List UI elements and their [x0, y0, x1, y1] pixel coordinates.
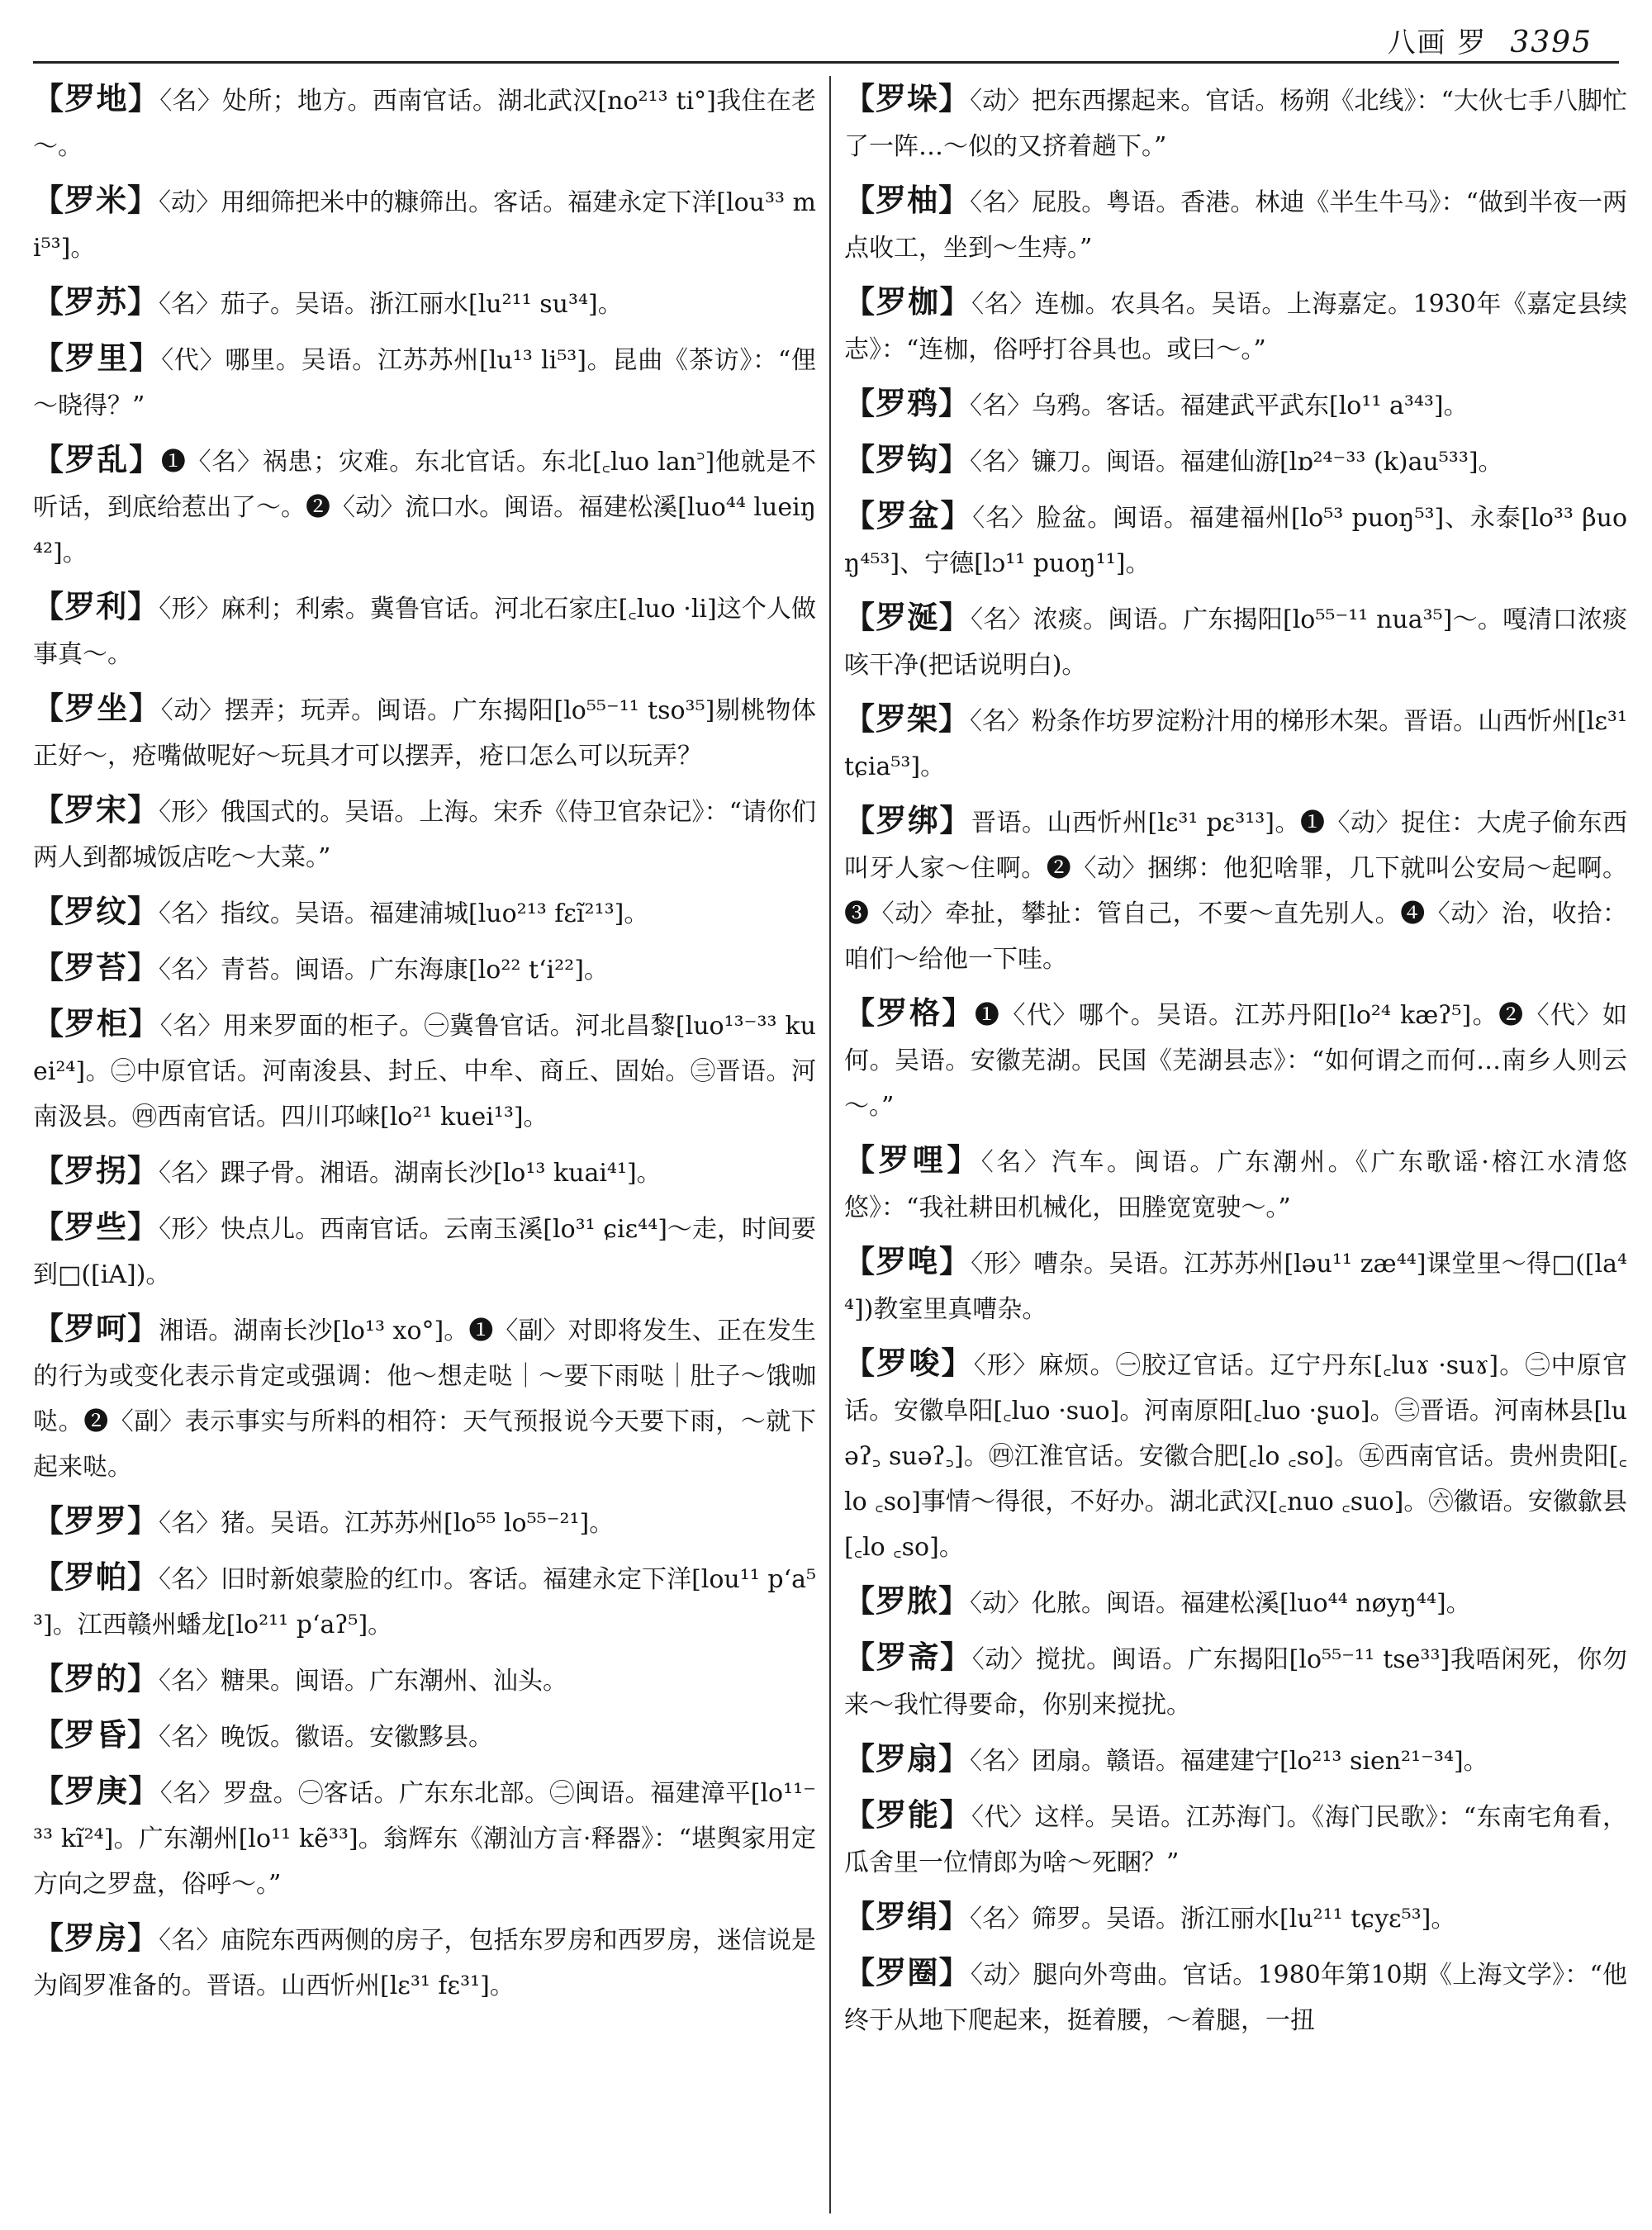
dictionary-entry [844, 1736, 1627, 1784]
entry-definition: 〈动〉腿向外弯曲。官话。1980年第10期《上海文学》：“他终于从地下爬起来，挺着腰，～着腿，一扭 [844, 1961, 1627, 2035]
entry-definition: 〈名〉旧时新娘蒙脸的红巾。客话。福建永定下洋[lou¹¹ p‘a⁵³]。江西赣州蟠龙[lo²¹¹ p‘aʔ⁵]。 [33, 1565, 816, 1639]
entry-headword: 【罗里】 [33, 340, 162, 376]
dictionary-entry [33, 1915, 816, 2009]
entry-headword: 【罗帕】 [33, 1559, 159, 1595]
entry-definition: 〈动〉搅扰。闽语。广东揭阳[lo⁵⁵⁻¹¹ tse³³]我唔闲死，你勿来～我忙得要命，你别来搅扰。 [844, 1645, 1627, 1720]
dictionary-entry [33, 178, 816, 271]
entry-definition: 〈名〉浓痰。闽语。广东揭阳[lo⁵⁵⁻¹¹ nua³⁵]～。嘎清口浓痰咳干净(把话说明白)。 [844, 605, 1627, 680]
dictionary-entry [33, 76, 816, 169]
section-label: 八画 罗 [1387, 26, 1488, 59]
entry-definition: 〈名〉团扇。赣语。福建建宁[lo²¹³ sien²¹⁻³⁴]。 [970, 1747, 1488, 1776]
dictionary-entry [844, 1239, 1627, 1332]
entry-definition: 湘语。湖南长沙[lo¹³ xo°]。❶〈副〉对即将发生、正在发生的行为或变化表示肯定或强调：他～想走哒｜～要下雨哒｜肚子～饿咖哒。❷〈副〉表示事实与所料的相符：天气预报说今天要下雨，～就下起来哒。 [33, 1317, 816, 1482]
entry-definition: 〈形〉快点儿。西南官话。云南玉溪[lo³¹ ɕiɛ⁴⁴]～走，时间要到□([iA])。 [33, 1215, 816, 1289]
column-divider [829, 76, 831, 2213]
entry-headword: 【罗哩】 [844, 1142, 981, 1178]
dictionary-entry [844, 1137, 1627, 1231]
entry-headword: 【罗宋】 [33, 792, 159, 828]
dictionary-entry [33, 1204, 816, 1298]
dictionary-entry [33, 1768, 816, 1907]
entry-definition: 〈代〉这样。吴语。江苏海门。《海门民歌》：“东南宅角看，瓜舍里一位情郎为啥～死睏？” [844, 1803, 1627, 1877]
entry-headword: 【罗唆】 [844, 1345, 974, 1381]
dictionary-entry [844, 437, 1627, 485]
entry-definition: 〈名〉晚饭。徽语。安徽黟县。 [159, 1723, 493, 1752]
dictionary-entry [844, 696, 1627, 790]
entry-headword: 【罗垛】 [844, 81, 971, 116]
entry-headword: 【罗架】 [844, 701, 971, 737]
right-column [844, 76, 1627, 2213]
dictionary-entry [844, 1950, 1627, 2043]
entry-headword: 【罗呵】 [33, 1311, 159, 1346]
entry-headword: 【罗鸦】 [844, 386, 970, 421]
entry-headword: 【罗绢】 [844, 1899, 970, 1934]
entry-definition: 〈名〉粉条作坊罗淀粉汁用的梯形木架。晋语。山西忻州[lɛ³¹ tɕia⁵³]。 [844, 707, 1627, 781]
entry-definition: 〈形〉嘈杂。吴语。江苏苏州[ləu¹¹ zæ⁴⁴]课堂里～得□([la⁴⁴])教室里真嘈杂。 [844, 1250, 1627, 1324]
entry-headword: 【罗庚】 [33, 1773, 160, 1809]
entry-headword: 【罗乱】 [33, 442, 161, 477]
entry-headword: 【罗柚】 [844, 183, 971, 218]
entry-headword: 【罗扇】 [844, 1741, 970, 1777]
dictionary-entry [33, 1498, 816, 1546]
dictionary-entry [33, 889, 816, 937]
entry-definition: 〈名〉筛罗。吴语。浙江丽水[lu²¹¹ tɕyɛ⁵³]。 [970, 1905, 1456, 1933]
dictionary-entry [33, 584, 816, 677]
page-number: 3395 [1510, 26, 1593, 59]
dictionary-entry [844, 381, 1627, 429]
entry-headword: 【罗脓】 [844, 1583, 970, 1619]
entry-definition: 〈名〉猪。吴语。江苏苏州[lo⁵⁵ lo⁵⁵⁻²¹]。 [159, 1509, 615, 1538]
entry-definition: 晋语。山西忻州[lɛ³¹ pɛ³¹³]。❶〈动〉捉住：大虎子偷东西叫牙人家～住啊。❷〈动〉捆绑：他犯啥罪，几下就叫公安局～起啊。❸〈动〉牵扯，攀扯：管自己，不要～直先别人。❹〈动〉治，收拾：咱们～给他一下哇。 [844, 809, 1627, 974]
page-header [1388, 20, 1593, 60]
entry-definition: 〈动〉把东西摞起来。官话。杨朔《北线》：“大伙七手八脚忙了一阵…～似的又挤着趟下。” [844, 87, 1627, 161]
entry-definition: 〈名〉汽车。闽语。广东潮州。《广东歌谣·榕江水清悠悠》：“我社耕田机械化，田塍宽宽驶～。” [844, 1148, 1627, 1222]
dictionary-entry [33, 787, 816, 880]
entry-definition: 〈形〉俄国式的。吴语。上海。宋乔《侍卫官杂记》：“请你们两人到都城饭店吃～大菜。” [33, 798, 816, 872]
entry-definition: 〈名〉镰刀。闽语。福建仙游[lɒ²⁴⁻³³ (k)au⁵³³]。 [970, 448, 1503, 477]
dictionary-entry [33, 279, 816, 327]
entry-headword: 【罗些】 [33, 1209, 159, 1245]
entry-definition: 〈形〉麻利；利索。冀鲁官话。河北石家庄[꜀luo ·li]这个人做事真～。 [33, 595, 816, 669]
dictionary-entry [844, 1635, 1627, 1728]
dictionary-entry [844, 493, 1627, 586]
dictionary-entry [33, 335, 816, 429]
dictionary-entry [33, 1001, 816, 1140]
entry-headword: 【罗坐】 [33, 690, 161, 726]
entry-definition: 〈名〉茄子。吴语。浙江丽水[lu²¹¹ su³⁴]。 [159, 290, 623, 319]
entry-headword: 【罗能】 [844, 1797, 972, 1833]
entry-definition: 〈动〉化脓。闽语。福建松溪[luo⁴⁴ nøyŋ⁴⁴]。 [970, 1589, 1471, 1618]
entry-headword: 【罗绑】 [844, 803, 972, 838]
dictionary-entry [33, 1306, 816, 1490]
entry-definition: 〈动〉摆弄；玩弄。闽语。广东揭阳[lo⁵⁵⁻¹¹ tso³⁵]剔桃物体正好～，疮嘴做呢好～玩具才可以摆弄，疮口怎么可以玩弄？ [33, 696, 816, 771]
entry-definition: 〈名〉用来罗面的柜子。㊀冀鲁官话。河北昌黎[luo¹³⁻³³ kuei²⁴]。㊁中原官话。河南浚县、封丘、中牟、商丘、固始。㊂晋语。河南汲县。㊃西南官话。四川邛崃[lo²¹ kuei¹³]。 [33, 1012, 816, 1132]
entry-definition: 〈代〉哪里。吴语。江苏苏州[lu¹³ li⁵³]。昆曲《茶访》：“俚～晓得？” [33, 346, 816, 420]
entry-headword: 【罗苏】 [33, 284, 159, 320]
entry-definition: 〈动〉用细筛把米中的糠筛出。客话。福建永定下洋[lou³³ mi⁵³]。 [33, 188, 816, 263]
dictionary-entry [844, 1894, 1627, 1942]
entry-definition: 〈名〉罗盘。㊀客话。广东东北部。㊁闽语。福建漳平[lo¹¹⁻³³ kĩ²⁴]。广东潮州[lo¹¹ kẽ³³]。翁辉东《潮汕方言·释器》：“堪舆家用定方向之罗盘，俗呼～。” [33, 1779, 816, 1899]
entry-headword: 【罗的】 [33, 1661, 159, 1696]
entry-headword: 【罗唣】 [844, 1244, 971, 1279]
entry-definition: 〈名〉处所；地方。西南官话。湖北武汉[no²¹³ ti°]我住在老～。 [33, 87, 816, 161]
dictionary-entry [844, 76, 1627, 169]
entry-headword: 【罗格】 [844, 995, 975, 1031]
entry-definition: 〈名〉青苔。闽语。广东海康[lo²² t‘i²²]。 [159, 956, 609, 985]
dictionary-entry [33, 945, 816, 993]
entry-definition: 〈名〉连枷。农具名。吴语。上海嘉定。1930年《嘉定县续志》：“连枷，俗呼打谷具也。或曰～。” [844, 290, 1627, 364]
dictionary-entry [844, 1578, 1627, 1626]
entry-definition: 〈名〉脸盆。闽语。福建福州[lo⁵³ puoŋ⁵³]、永泰[lo³³ βuoŋ⁴⁵³]、宁德[lɔ¹¹ puoŋ¹¹]。 [844, 504, 1627, 578]
dictionary-entry [844, 595, 1627, 688]
entry-headword: 【罗钩】 [844, 442, 970, 477]
dictionary-entry [844, 798, 1627, 982]
dictionary-entry [844, 1340, 1627, 1570]
entry-definition: ❶〈代〉哪个。吴语。江苏丹阳[lo²⁴ kæʔ⁵]。❷〈代〉如何。吴语。安徽芜湖。民国《芜湖县志》：“如何谓之而何…南乡人则云～。” [844, 1001, 1627, 1121]
entry-headword: 【罗斋】 [844, 1639, 972, 1675]
entry-definition: 〈名〉糖果。闽语。广东潮州、汕头。 [159, 1667, 567, 1696]
entry-headword: 【罗房】 [33, 1920, 159, 1956]
entry-definition: 〈名〉庙院东西两侧的房子，包括东罗房和西罗房，迷信说是为阎罗准备的。晋语。山西忻州[lɛ³¹ fɛ³¹]。 [33, 1926, 816, 2000]
entry-definition: ❶〈名〉祸患；灾难。东北官话。东北[꜀luo lan꜄]他就是不听话，到底给惹出了～。❷〈动〉流口水。闽语。福建松溪[luo⁴⁴ lueiŋ⁴²]。 [33, 448, 816, 567]
left-column [33, 76, 816, 2213]
dictionary-entry [844, 990, 1627, 1129]
dictionary-entry [33, 1712, 816, 1760]
dictionary-entry [33, 1148, 816, 1196]
entry-definition: 〈名〉乌鸦。客话。福建武平武东[lo¹¹ a³⁴³]。 [970, 391, 1469, 420]
entry-definition: 〈名〉指纹。吴语。福建浦城[luo²¹³ fɛĩ²¹³]。 [159, 899, 649, 928]
dictionary-entry [33, 437, 816, 576]
entry-headword: 【罗地】 [33, 81, 160, 116]
entry-headword: 【罗枷】 [844, 284, 972, 320]
entry-headword: 【罗昏】 [33, 1717, 159, 1753]
entry-headword: 【罗盆】 [844, 498, 973, 534]
entry-headword: 【罗圈】 [844, 1955, 971, 1990]
entry-headword: 【罗罗】 [33, 1503, 159, 1539]
entry-headword: 【罗拐】 [33, 1153, 159, 1189]
entry-headword: 【罗涎】 [844, 600, 971, 635]
dictionary-entry [33, 1554, 816, 1648]
entry-headword: 【罗利】 [33, 589, 159, 624]
dictionary-entry [33, 686, 816, 779]
header-rule [33, 61, 1619, 64]
dictionary-entry [844, 279, 1627, 372]
dictionary-entry [844, 178, 1627, 271]
entry-definition: 〈形〉麻烦。㊀胶辽官话。辽宁丹东[꜀luɤ ·suɤ]。㊁中原官话。安徽阜阳[꜀luo ·suo]。河南原阳[꜀luo ·ʂuo]。㊂晋语。河南林县[luəʔ꜆ suəʔ꜆]。㊃江淮官话。安徽合肥[꜀lo ꜀so]。㊄西南官话。贵州贵阳[꜀lo ꜀so]事情～得很，不好办。湖北武汉[꜀nuo ꜀suo]。㊅徽语。安徽歙县[꜀lo ꜀so]。 [844, 1351, 1627, 1562]
entry-definition: 〈名〉踝子骨。湘语。湖南长沙[lo¹³ kuai⁴¹]。 [159, 1159, 662, 1188]
entry-headword: 【罗米】 [33, 183, 159, 218]
dictionary-entry [33, 1656, 816, 1704]
entry-headword: 【罗苔】 [33, 950, 159, 985]
entry-definition: 〈名〉屁股。粤语。香港。林迪《半生牛马》：“做到半夜一两点收工，坐到～生痔。” [844, 188, 1627, 263]
dictionary-entry [844, 1792, 1627, 1886]
entry-headword: 【罗纹】 [33, 894, 159, 929]
entry-headword: 【罗柜】 [33, 1006, 160, 1041]
